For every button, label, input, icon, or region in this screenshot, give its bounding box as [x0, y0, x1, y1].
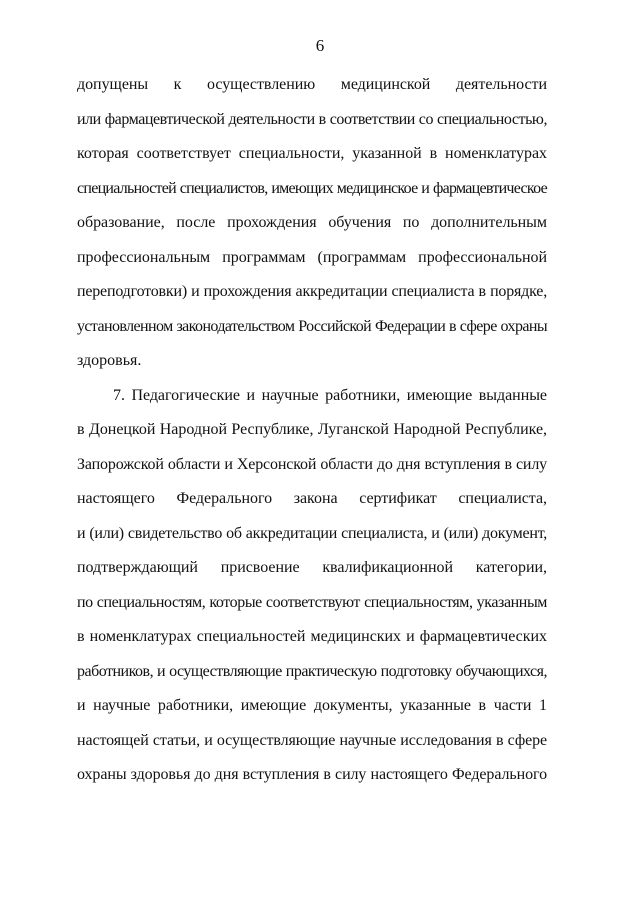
text-line — [77, 482, 547, 517]
text-line-content: настоящей статьи, и осуществляющие научные исследования в сфере — [77, 731, 547, 749]
text-line-content: допущены к осуществлению медицинской деятельности — [77, 76, 547, 93]
text-line-content: переподготовки) и прохождения аккредитации специалиста в порядке, — [77, 283, 547, 300]
text-line — [77, 379, 547, 414]
text-line-content: настоящего Федерального закона сертификат специалиста, — [77, 490, 547, 507]
text-line-content: образование, после прохождения обучения по дополнительным — [77, 214, 547, 231]
text-line-content: по специальностям, которые соответствуют специальностям, указанным — [77, 593, 547, 611]
text-line-content: профессиональным программам (программам профессиональной — [77, 248, 547, 266]
text-line — [77, 413, 547, 448]
text-line-content: в номенклатурах специальностей медицинских и фармацевтических — [77, 628, 547, 645]
text-line — [77, 689, 547, 724]
text-line — [77, 448, 547, 483]
text-line-content: 7. Педагогические и научные работники, имеющие выданные — [113, 386, 547, 404]
paragraph-continuation — [77, 68, 547, 379]
text-line — [77, 586, 547, 621]
text-line-content: и (или) свидетельство об аккредитации специалиста, и (или) документ, — [77, 524, 547, 542]
text-line-content: установленном законодательством Российской Федерации в сфере охраны — [77, 317, 547, 335]
text-line — [77, 68, 547, 103]
text-line — [77, 344, 547, 379]
text-line-content: в Донецкой Народной Республике, Луганской Народной Республике, — [77, 421, 547, 438]
page-number: 6 — [315, 36, 325, 55]
text-line — [77, 620, 547, 655]
text-line — [77, 137, 547, 172]
text-line-content: Запорожской области и Херсонской области до дня вступления в силу — [77, 455, 547, 473]
text-line-content: и научные работники, имеющие документы, указанные в части 1 — [77, 697, 547, 714]
text-line-content: специальностей специалистов, имеющих медицинское и фармацевтическое — [77, 179, 547, 197]
text-line — [77, 103, 547, 138]
text-line — [77, 724, 547, 759]
paragraph-7 — [77, 379, 547, 793]
text-line — [77, 172, 547, 207]
text-line — [77, 517, 547, 552]
text-line — [77, 206, 547, 241]
text-line — [77, 310, 547, 345]
text-line-content: охраны здоровья до дня вступления в силу настоящего Федерального — [77, 766, 547, 783]
text-line-content: или фармацевтической деятельности в соответствии со специальностью, — [77, 110, 547, 128]
document-body — [77, 68, 547, 793]
text-line-content: подтверждающий присвоение квалификационной категории, — [77, 559, 547, 576]
text-line-content: здоровья. — [77, 352, 142, 369]
text-line — [77, 241, 547, 276]
text-line — [77, 758, 547, 793]
text-line-content: которая соответствует специальности, указанной в номенклатурах — [77, 145, 547, 162]
text-line — [77, 655, 547, 690]
text-line — [77, 275, 547, 310]
text-line — [77, 551, 547, 586]
text-line-content: работников, и осуществляющие практическую подготовку обучающихся, — [77, 662, 547, 680]
